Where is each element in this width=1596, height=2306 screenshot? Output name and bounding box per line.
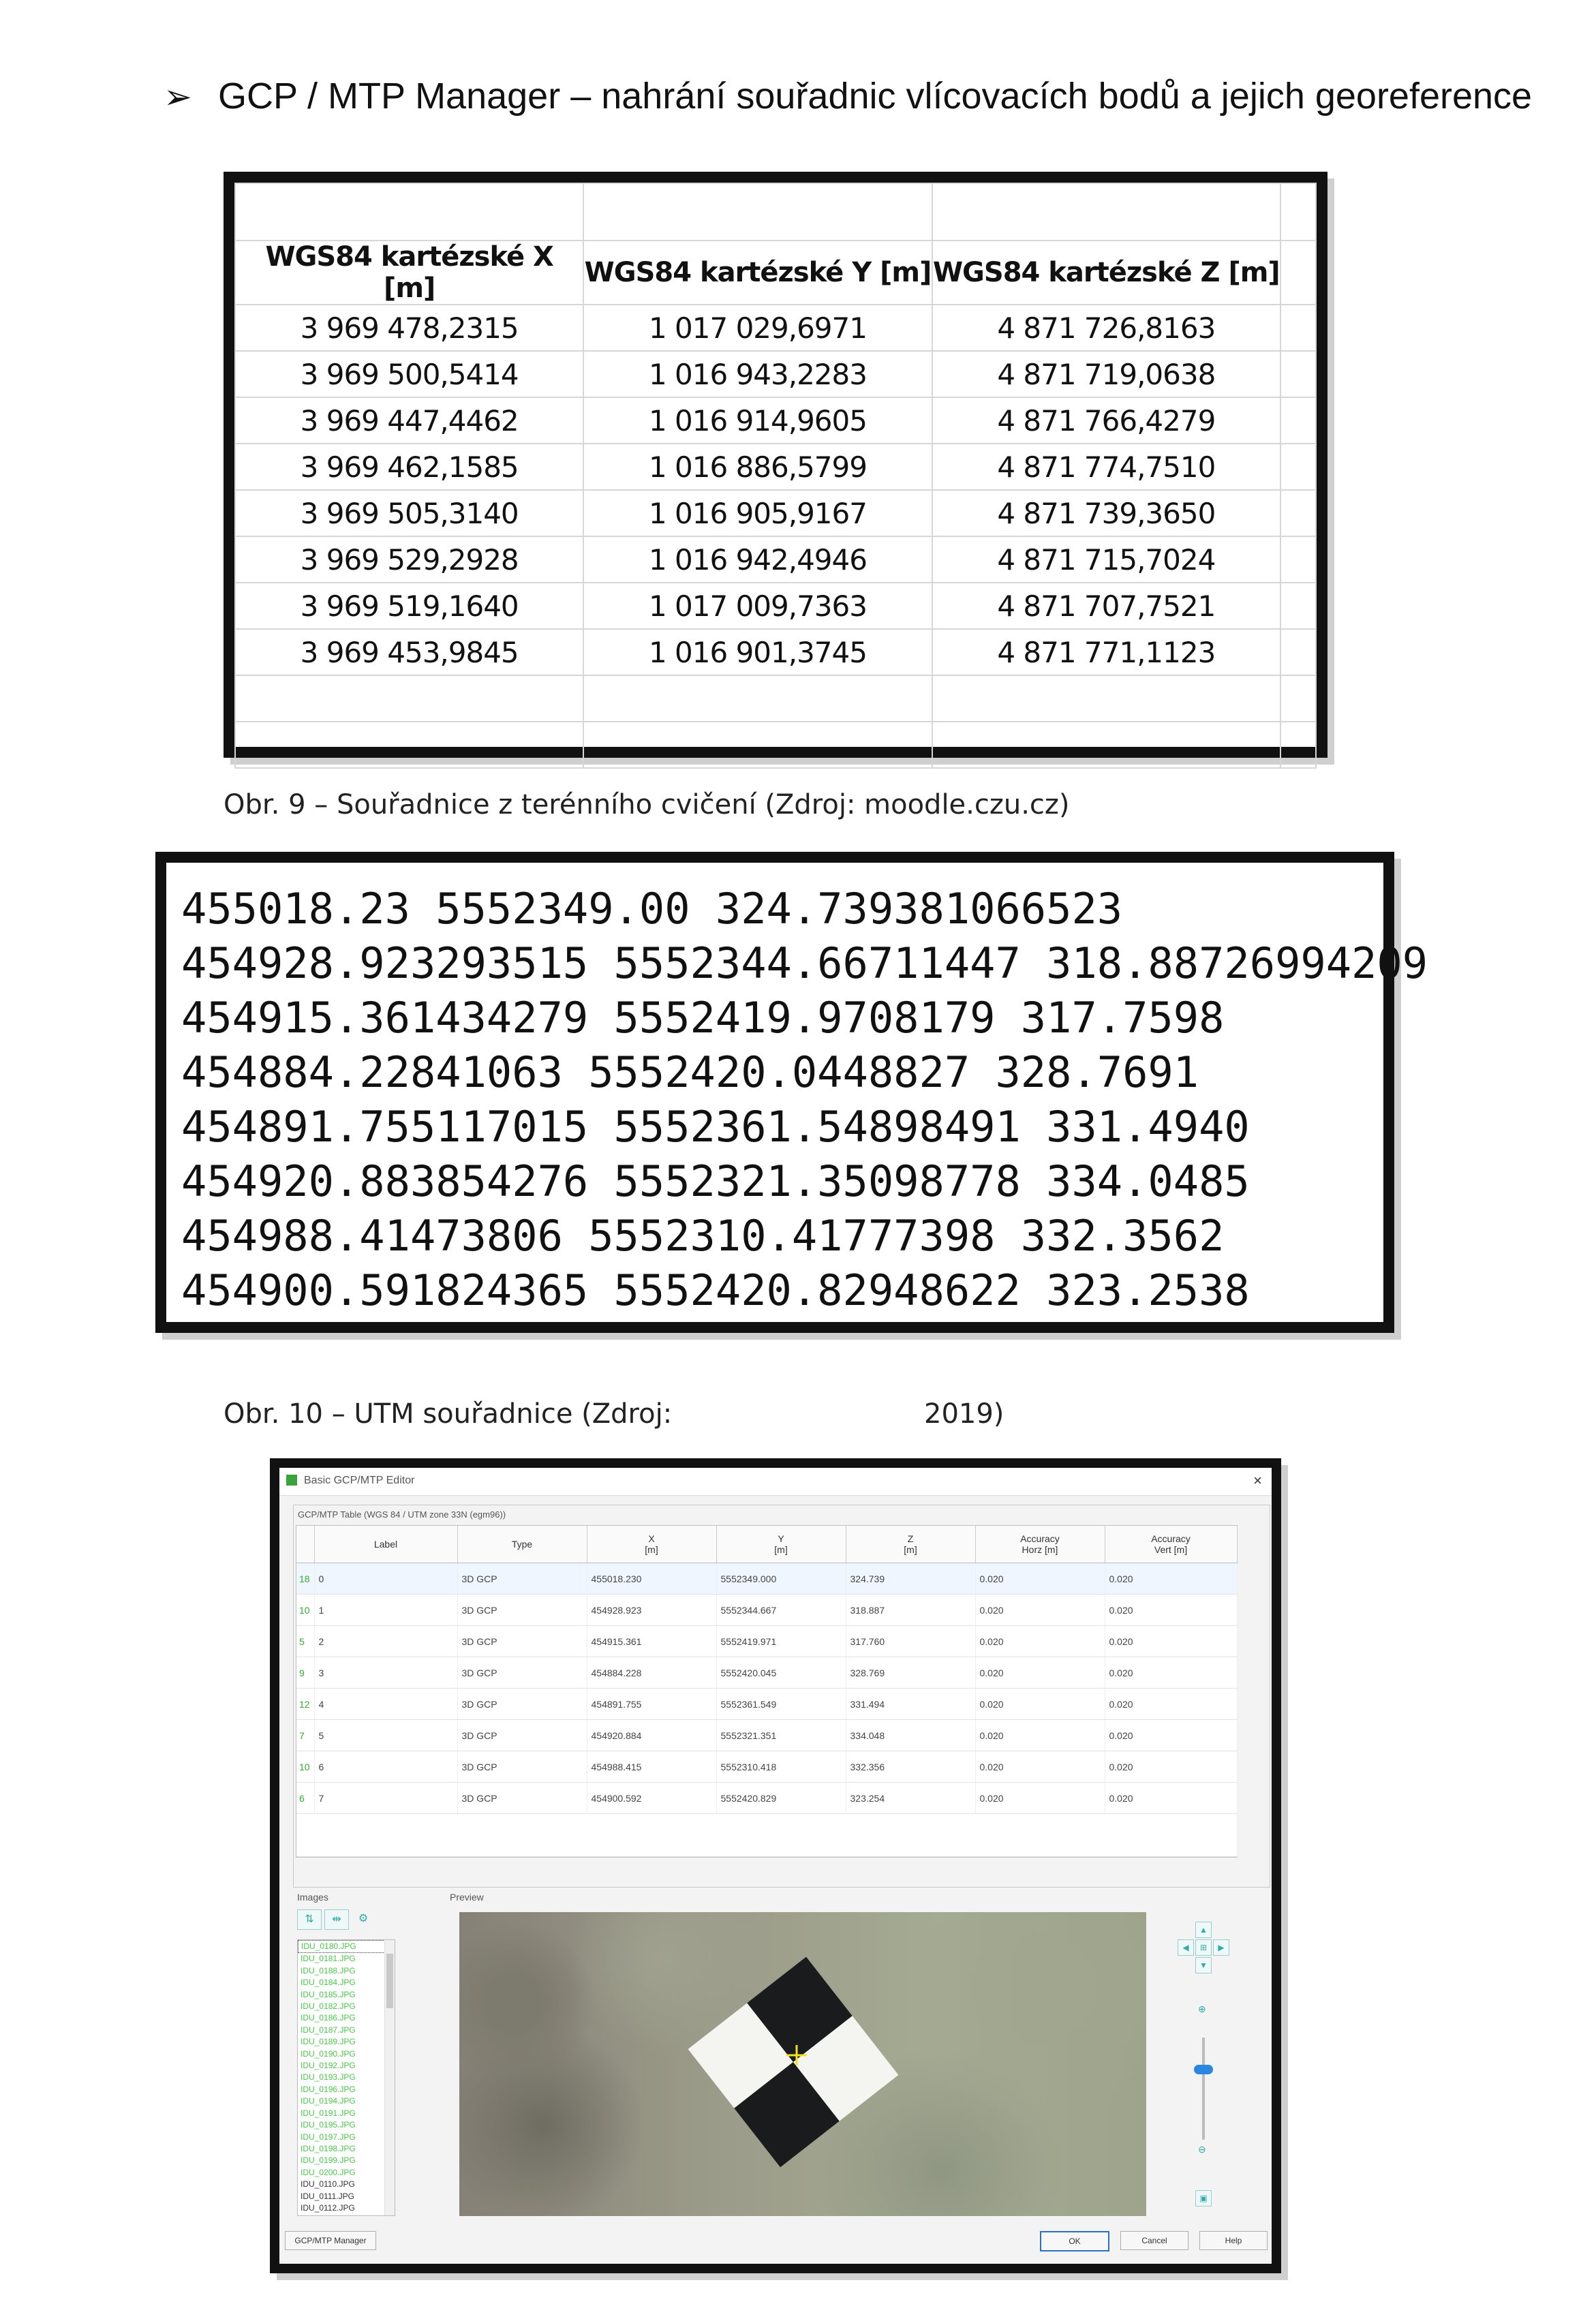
gcp-cell[interactable]: 3D GCP	[457, 1563, 587, 1595]
gcp-cell[interactable]: 0.020	[975, 1657, 1105, 1689]
gcp-editor-dialog	[270, 1458, 1281, 2273]
image-list-scrollbar[interactable]	[384, 1940, 395, 2215]
wgs84-table-figure	[224, 172, 1328, 758]
image-list-item[interactable]: IDU_0193.JPG	[301, 2072, 356, 2082]
gcp-cell[interactable]: 0.020	[1105, 1626, 1237, 1657]
gcp-cell[interactable]: 318.887	[846, 1595, 975, 1626]
gcp-cell[interactable]: 317.760	[846, 1626, 975, 1657]
gcp-cell[interactable]: 324.739	[846, 1563, 975, 1595]
gcp-cell[interactable]: 5552361.549	[716, 1689, 846, 1720]
gcp-row[interactable]	[296, 1720, 1237, 1751]
figure-10-caption	[224, 1398, 1004, 1430]
zoom-in-icon[interactable]: ⊕	[1198, 2003, 1206, 2014]
image-list-item[interactable]: IDU_0188.JPG	[301, 1965, 356, 1976]
gcp-cell[interactable]: 6	[314, 1751, 457, 1783]
gcp-cell[interactable]: 0.020	[975, 1563, 1105, 1595]
image-list-item[interactable]: IDU_0191.JPG	[301, 2108, 356, 2118]
image-list-item[interactable]: IDU_0199.JPG	[301, 2155, 356, 2166]
navigation-controls	[1168, 1922, 1243, 2222]
image-list-item[interactable]: IDU_0184.JPG	[301, 1978, 356, 1988]
table-cell: 3 969 519,1640	[235, 583, 583, 629]
gcp-cell[interactable]: 3D GCP	[457, 1751, 587, 1783]
dialog-title: Basic GCP/MTP Editor	[304, 1475, 415, 1486]
table-cell: 4 871 739,3650	[932, 490, 1280, 536]
gcp-cell[interactable]: 3D GCP	[457, 1720, 587, 1751]
gcp-cell[interactable]: 0.020	[1105, 1751, 1237, 1783]
table-cell: 1 016 943,2283	[583, 351, 932, 397]
pan-right-icon[interactable]: ▶	[1213, 1939, 1229, 1956]
table-row	[235, 536, 1316, 583]
image-list-item[interactable]: IDU_0198.JPG	[301, 2143, 356, 2153]
gcp-cell[interactable]: 3D GCP	[457, 1783, 587, 1814]
zoom-slider-handle[interactable]	[1194, 2065, 1213, 2074]
gcp-cell[interactable]: 0.020	[975, 1626, 1105, 1657]
gcp-row[interactable]	[296, 1563, 1237, 1595]
coordinate-line: 454988.41473806 5552310.41777398 332.3562	[181, 1211, 1225, 1261]
table-cell: 3 969 529,2928	[235, 536, 583, 583]
images-group	[293, 1892, 423, 2232]
table-cell: 3 969 505,3140	[235, 490, 583, 536]
gcp-cell[interactable]: 0	[314, 1563, 457, 1595]
image-list-item[interactable]: IDU_0197.JPG	[301, 2132, 356, 2142]
table-cell: 4 871 707,7521	[932, 583, 1280, 629]
gcp-cell[interactable]: 454915.361	[587, 1626, 716, 1657]
page-heading	[164, 75, 1532, 117]
gcp-cell[interactable]: 328.769	[846, 1657, 975, 1689]
close-icon[interactable]: ×	[1253, 1472, 1262, 1489]
table-cell: 4 871 726,8163	[932, 305, 1280, 351]
table-cell: 1 016 914,9605	[583, 397, 932, 444]
row-image-count[interactable]: 5	[296, 1626, 314, 1657]
table-row	[235, 490, 1316, 536]
image-list-item[interactable]: IDU_0194.JPG	[301, 2096, 356, 2106]
image-list-item[interactable]: IDU_0110.JPG	[301, 2179, 355, 2189]
gcp-cell[interactable]: 0.020	[975, 1751, 1105, 1783]
table-row	[235, 629, 1316, 675]
column-header[interactable]: Type	[457, 1526, 587, 1563]
gcp-cell[interactable]: 3D GCP	[457, 1595, 587, 1626]
image-list-item[interactable]: IDU_0190.JPG	[301, 2048, 356, 2059]
table-cell: 4 871 719,0638	[932, 351, 1280, 397]
gcp-cell[interactable]: 3D GCP	[457, 1689, 587, 1720]
image-list-item[interactable]: IDU_0112.JPG	[301, 2202, 355, 2213]
coordinate-line: 454891.755117015 5552361.54898491 331.4940	[181, 1102, 1250, 1152]
column-header[interactable]: Y [m]	[716, 1526, 846, 1563]
cancel-button[interactable]: Cancel	[1120, 2231, 1188, 2250]
table-cell: 1 016 905,9167	[583, 490, 932, 536]
coordinate-line: 454920.883854276 5552321.35098778 334.0485	[181, 1156, 1250, 1206]
gcp-cell[interactable]: 5552310.418	[716, 1751, 846, 1783]
gcp-cell[interactable]: 5552349.000	[716, 1563, 846, 1595]
header-x: WGS84 kartézské X [m]	[235, 241, 583, 305]
gcp-cell[interactable]: 5	[314, 1720, 457, 1751]
header-z: WGS84 kartézské Z [m]	[932, 241, 1280, 305]
gcp-cell[interactable]: 3D GCP	[457, 1657, 587, 1689]
pan-down-icon[interactable]: ▼	[1195, 1957, 1212, 1973]
gcp-cell[interactable]: 0.020	[1105, 1657, 1237, 1689]
row-image-count[interactable]: 18	[296, 1563, 314, 1595]
row-image-count[interactable]: 6	[296, 1783, 314, 1814]
table-cell: 4 871 774,7510	[932, 444, 1280, 490]
settings-icon[interactable]: ⚙	[358, 1913, 369, 1924]
gcp-row[interactable]	[296, 1751, 1237, 1783]
figure-9-caption: Obr. 9 – Souřadnice z terénního cvičení (Zdroj: moodle.czu.cz)	[224, 789, 1070, 820]
gcp-cell[interactable]: 454884.228	[587, 1657, 716, 1689]
image-list-item[interactable]: IDU_0192.JPG	[301, 2061, 356, 2071]
column-header[interactable]: X [m]	[587, 1526, 716, 1563]
gcp-cell[interactable]: 0.020	[975, 1595, 1105, 1626]
gcp-cell[interactable]: 1	[314, 1595, 457, 1626]
image-list-item[interactable]: IDU_0182.JPG	[301, 2001, 356, 2012]
gcp-cell[interactable]: 4	[314, 1689, 457, 1720]
image-list-item[interactable]: IDU_0200.JPG	[301, 2167, 356, 2177]
figure-10-caption-year: 2019)	[924, 1398, 1004, 1430]
gcp-table[interactable]	[296, 1525, 1238, 1858]
pan-up-icon[interactable]: ▲	[1195, 1922, 1212, 1938]
table-cell: 1 017 009,7363	[583, 583, 932, 629]
center-icon[interactable]: ▣	[1195, 2190, 1212, 2207]
column-header[interactable]: Accuracy Horz [m]	[975, 1526, 1105, 1563]
table-cell: 3 969 447,4462	[235, 397, 583, 444]
row-image-count[interactable]: 10	[296, 1751, 314, 1783]
column-header[interactable]	[296, 1526, 314, 1563]
filter-icon[interactable]: ⇹	[324, 1909, 349, 1930]
table-cell: 3 969 453,9845	[235, 629, 583, 675]
gcp-cell[interactable]: 0.020	[1105, 1720, 1237, 1751]
ok-button[interactable]: OK	[1040, 2231, 1109, 2251]
table-cell: 4 871 771,1123	[932, 629, 1280, 675]
gcp-cell[interactable]: 455018.230	[587, 1563, 716, 1595]
gcp-row[interactable]	[296, 1595, 1237, 1626]
column-header[interactable]: Z [m]	[846, 1526, 975, 1563]
gcp-cell[interactable]: 323.254	[846, 1783, 975, 1814]
gcp-row[interactable]	[296, 1689, 1237, 1720]
image-list-item[interactable]: IDU_0196.JPG	[301, 2084, 356, 2094]
utm-coordinates-figure	[155, 852, 1428, 1333]
gcp-cell[interactable]: 332.356	[846, 1751, 975, 1783]
table-cell: 1 016 942,4946	[583, 536, 932, 583]
table-row	[235, 351, 1316, 397]
wgs84-table	[234, 183, 1317, 769]
zoom-slider-track[interactable]	[1202, 2038, 1205, 2140]
zoom-out-icon[interactable]: ⊖	[1198, 2144, 1206, 2155]
image-list-item[interactable]: IDU_0187.JPG	[301, 2025, 356, 2035]
gcp-cell[interactable]: 3D GCP	[457, 1626, 587, 1657]
column-header[interactable]: Label	[314, 1526, 457, 1563]
gcp-mtp-manager-button[interactable]: GCP/MTP Manager	[285, 2231, 376, 2250]
coordinate-line: 455018.23 5552349.00 324.739381066523	[181, 884, 1123, 934]
gcp-cell[interactable]: 2	[314, 1626, 457, 1657]
gcp-cell[interactable]: 454988.415	[587, 1751, 716, 1783]
image-list-item[interactable]: IDU_0195.JPG	[301, 2120, 356, 2130]
row-image-count[interactable]: 10	[296, 1595, 314, 1626]
dialog-titlebar	[279, 1468, 1272, 1496]
row-image-count[interactable]: 9	[296, 1657, 314, 1689]
image-list-item[interactable]: IDU_0189.JPG	[301, 2037, 356, 2047]
coordinate-line: 454884.22841063 5552420.0448827 328.7691	[181, 1047, 1199, 1097]
crosshair-icon	[459, 1912, 1146, 2216]
preview-image[interactable]	[459, 1912, 1146, 2216]
gcp-cell[interactable]: 7	[314, 1783, 457, 1814]
gcp-cell[interactable]: 0.020	[975, 1783, 1105, 1814]
pan-left-icon[interactable]: ◀	[1178, 1939, 1194, 1956]
gcp-cell[interactable]: 5552419.971	[716, 1626, 846, 1657]
gcp-cell[interactable]: 454928.923	[587, 1595, 716, 1626]
gcp-cell[interactable]: 0.020	[1105, 1595, 1237, 1626]
preview-group	[446, 1892, 1269, 2232]
select-all-icon[interactable]: ⇅	[297, 1909, 322, 1930]
image-list-item[interactable]: IDU_0186.JPG	[301, 2013, 356, 2023]
image-list-item[interactable]: IDU_0181.JPG	[301, 1954, 356, 1964]
gcp-row[interactable]	[296, 1626, 1237, 1657]
gcp-cell[interactable]: 0.020	[975, 1689, 1105, 1720]
column-header[interactable]: Accuracy Vert [m]	[1105, 1526, 1237, 1563]
table-cell: 3 969 462,1585	[235, 444, 583, 490]
gcp-table-group-label: GCP/MTP Table (WGS 84 / UTM zone 33N (egm96))	[298, 1509, 506, 1520]
heading-text: GCP / MTP Manager – nahrání souřadnic vlícovacích bodů a jejich georeference	[218, 76, 1533, 117]
table-cell: 1 016 886,5799	[583, 444, 932, 490]
table-row	[235, 305, 1316, 351]
coordinate-line: 454928.923293515 5552344.66711447 318.88726994209	[181, 938, 1428, 988]
image-list-item[interactable]: IDU_0185.JPG	[301, 1989, 356, 1999]
coordinate-line: 454900.591824365 5552420.82948622 323.2538	[181, 1265, 1250, 1315]
row-image-count[interactable]: 7	[296, 1720, 314, 1751]
coordinate-line: 454915.361434279 5552419.9708179 317.7598	[181, 993, 1225, 1043]
preview-label: Preview	[450, 1892, 484, 1903]
gcp-cell[interactable]: 5552420.045	[716, 1657, 846, 1689]
table-row	[235, 397, 1316, 444]
row-image-count[interactable]: 12	[296, 1689, 314, 1720]
gcp-row[interactable]	[296, 1657, 1237, 1689]
table-cell: 3 969 500,5414	[235, 351, 583, 397]
app-icon	[286, 1475, 297, 1486]
table-cell: 1 016 901,3745	[583, 629, 932, 675]
image-list[interactable]	[297, 1939, 395, 2216]
image-list-item[interactable]: IDU_0180.JPG	[298, 1940, 395, 1953]
gcp-cell[interactable]: 454920.884	[587, 1720, 716, 1751]
gcp-cell[interactable]: 454891.755	[587, 1689, 716, 1720]
gcp-cell[interactable]: 454900.592	[587, 1783, 716, 1814]
gcp-cell[interactable]: 5552321.351	[716, 1720, 846, 1751]
gcp-cell[interactable]: 5552344.667	[716, 1595, 846, 1626]
gcp-cell[interactable]: 0.020	[975, 1720, 1105, 1751]
table-cell: 3 969 478,2315	[235, 305, 583, 351]
gcp-cell[interactable]: 334.048	[846, 1720, 975, 1751]
table-row	[235, 444, 1316, 490]
gcp-cell[interactable]: 0.020	[1105, 1563, 1237, 1595]
gcp-cell[interactable]: 3	[314, 1657, 457, 1689]
gcp-cell[interactable]: 5552420.829	[716, 1783, 846, 1814]
header-y: WGS84 kartézské Y [m]	[583, 241, 932, 305]
gcp-cell[interactable]: 0.020	[1105, 1783, 1237, 1814]
gcp-cell[interactable]: 0.020	[1105, 1689, 1237, 1720]
gcp-row[interactable]	[296, 1783, 1237, 1814]
table-cell: 1 017 029,6971	[583, 305, 932, 351]
table-row	[235, 583, 1316, 629]
fit-view-icon[interactable]: ⊞	[1195, 1939, 1212, 1956]
image-list-item[interactable]: IDU_0111.JPG	[301, 2191, 354, 2201]
gcp-cell[interactable]: 331.494	[846, 1689, 975, 1720]
figure-10-caption-text: Obr. 10 – UTM souřadnice (Zdroj:	[224, 1398, 673, 1430]
help-button[interactable]: Help	[1199, 2231, 1268, 2250]
bullet-arrow-icon: ➢	[164, 78, 192, 116]
table-cell: 4 871 766,4279	[932, 397, 1280, 444]
images-label: Images	[297, 1892, 328, 1903]
table-cell: 4 871 715,7024	[932, 536, 1280, 583]
